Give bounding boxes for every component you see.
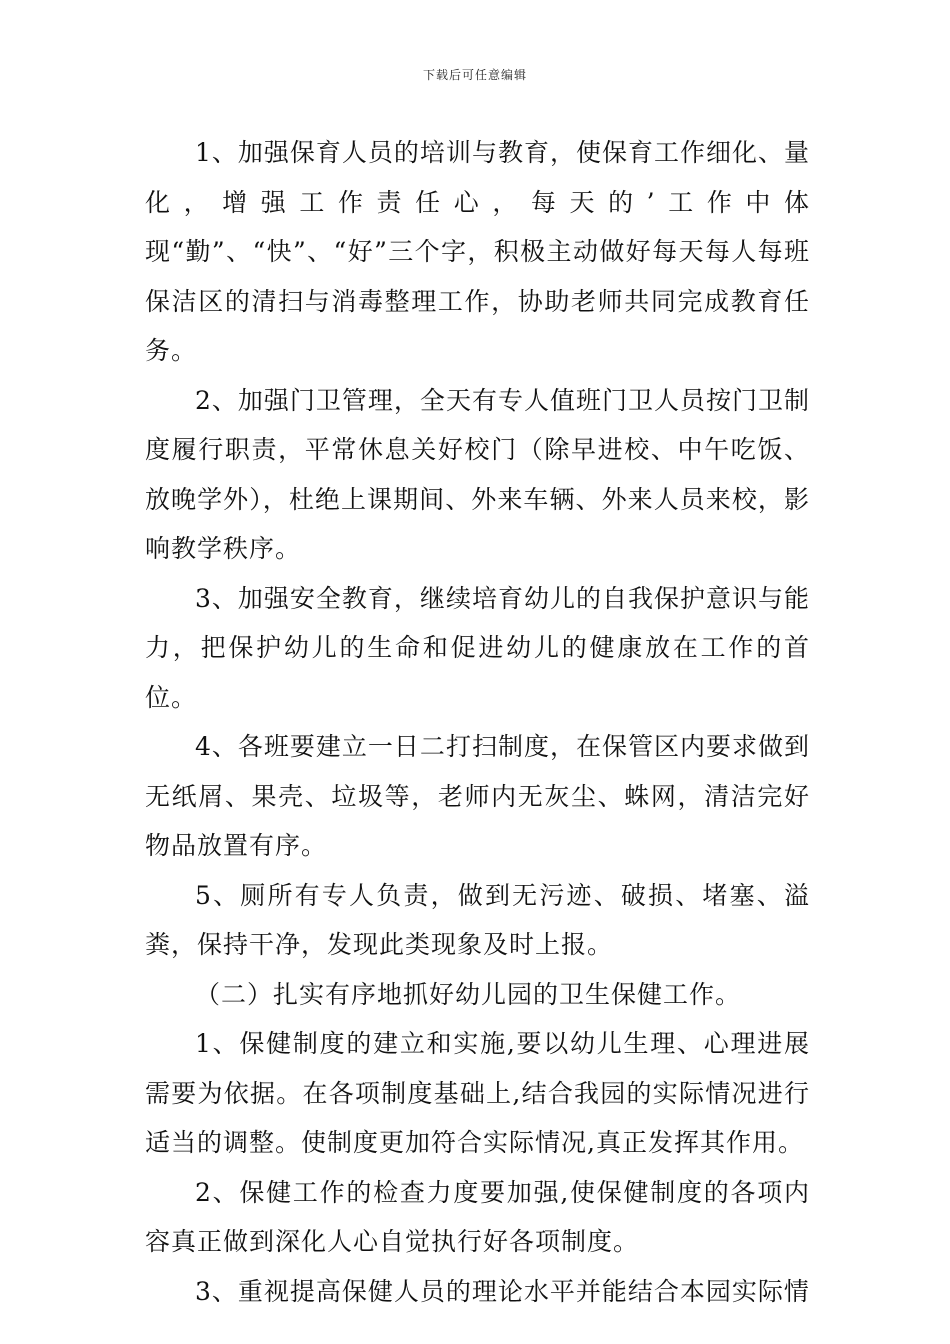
paragraph-cleaning-system: 4、各班要建立一日二打扫制度，在保管区内要求做到无纸屑、果壳、垃圾等，老师内无灰尘、蛛网，清洁完好物品放置有序。 [145,732,810,860]
paragraph-health-system: 1、保健制度的建立和实施,要以幼儿生理、心理进展需要为依据。在各项制度基础上,结合我园的实际情况进行适当的调整。使制度更加符合实际情况,真正发挥其作用。 [145,1029,810,1157]
section-heading-health-care: （二）扎实有序地抓好幼儿园的卫生保健工作。 [195,979,742,1009]
paragraph-safety-education: 3、加强安全教育，继续培育幼儿的自我保护意识与能力，把保护幼儿的生命和促进幼儿的健康放在工作的首位。 [145,583,810,712]
paragraph-toilet-hygiene: 5、厕所有专人负责，做到无污迹、破损、堵塞、溢粪，保持干净，发现此类现象及时上报。 [145,880,810,959]
paragraph-health-inspection: 2、保健工作的检查力度要加强,使保健制度的各项内容真正做到深化人心自觉执行好各项制度。 [145,1177,810,1256]
paragraph-gate-management: 2、加强门卫管理，全天有专人值班门卫人员按门卫制度履行职责，平常休息关好校门（除早进校、中午吃饭、放晚学外），杜绝上课期间、外来车辆、外来人员来校，影响教学秩序。 [145,385,810,563]
document-body [145,128,810,1316]
download-note: 下载后可任意编辑 [422,68,527,82]
paragraph-health-staff-theory: 3、重视提高保健人员的理论水平并能结合本园实际情 [195,1276,810,1306]
paragraph-staff-training: 1、加强保育人员的培训与教育，使保育工作细化、量化，增强工作责任心，每天的’工作中体现“勤”、“快”、“好”三个字，积极主动做好每天每人每班保洁区的清扫与消毒整理工作，协助老师共同完成教育任务。 [145,138,810,365]
